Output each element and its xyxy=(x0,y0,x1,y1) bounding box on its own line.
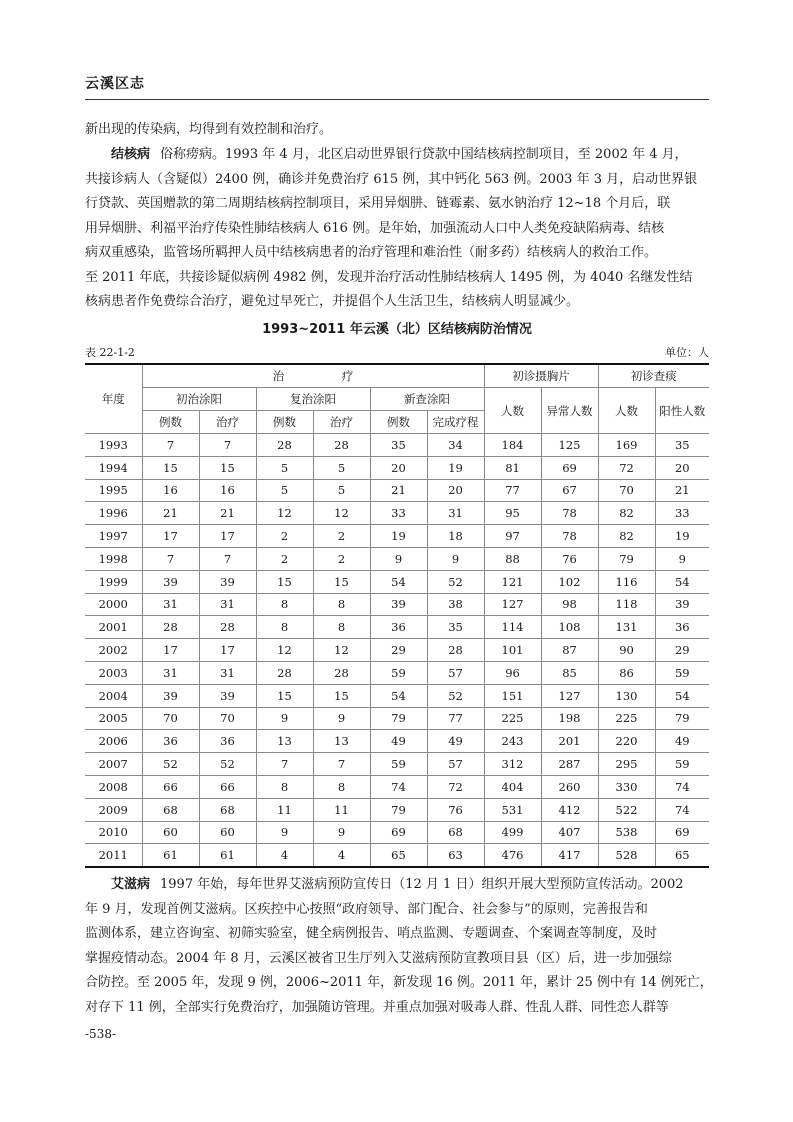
intro-line: 新出现的传染病，均得到有效控制和治疗。 xyxy=(85,122,333,137)
value-cell: 28 xyxy=(142,616,199,639)
table-row xyxy=(85,707,709,730)
value-cell: 12 xyxy=(256,639,313,662)
book-title: 云溪区志 xyxy=(85,76,145,92)
value-cell: 66 xyxy=(199,775,256,798)
value-cell: 9 xyxy=(427,547,484,570)
table-row xyxy=(85,753,709,776)
value-cell: 82 xyxy=(598,502,655,525)
table-row xyxy=(85,479,709,502)
value-cell: 36 xyxy=(655,616,709,639)
value-cell: 31 xyxy=(142,593,199,616)
value-cell: 63 xyxy=(427,844,484,867)
paragraph-line: 年 9 月，发现首例艾滋病。区疾控中心按照“政府领导、部门配合、社会参与”的原则，完善报告和 xyxy=(85,901,648,917)
value-cell: 52 xyxy=(427,570,484,593)
value-cell: 36 xyxy=(370,616,427,639)
value-cell: 77 xyxy=(427,707,484,730)
value-cell: 21 xyxy=(370,479,427,502)
value-cell: 17 xyxy=(199,525,256,548)
header-row-1 xyxy=(85,364,709,388)
header-year: 年度 xyxy=(85,364,142,434)
value-cell: 54 xyxy=(370,570,427,593)
value-cell: 118 xyxy=(598,593,655,616)
value-cell: 59 xyxy=(370,661,427,684)
value-cell: 74 xyxy=(370,775,427,798)
table-row xyxy=(85,639,709,662)
value-cell: 2 xyxy=(256,547,313,570)
value-cell: 499 xyxy=(484,821,541,844)
value-cell: 21 xyxy=(199,502,256,525)
header-cases: 例数 xyxy=(256,411,313,434)
value-cell: 49 xyxy=(427,730,484,753)
value-cell: 36 xyxy=(142,730,199,753)
year-cell: 1996 xyxy=(85,502,142,525)
value-cell: 79 xyxy=(370,798,427,821)
value-cell: 9 xyxy=(256,707,313,730)
header-retreat-positive: 复治涂阳 xyxy=(256,388,370,411)
value-cell: 76 xyxy=(541,547,598,570)
value-cell: 417 xyxy=(541,844,598,867)
value-cell: 68 xyxy=(199,798,256,821)
table-body xyxy=(85,434,709,868)
value-cell: 11 xyxy=(256,798,313,821)
value-cell: 4 xyxy=(256,844,313,867)
value-cell: 19 xyxy=(655,525,709,548)
value-cell: 28 xyxy=(313,434,370,457)
header-sputum: 初诊查痰 xyxy=(598,364,709,388)
value-cell: 8 xyxy=(256,775,313,798)
value-cell: 39 xyxy=(142,684,199,707)
value-cell: 36 xyxy=(199,730,256,753)
year-cell: 1994 xyxy=(85,456,142,479)
value-cell: 59 xyxy=(655,661,709,684)
value-cell: 39 xyxy=(370,593,427,616)
value-cell: 538 xyxy=(598,821,655,844)
value-cell: 28 xyxy=(313,661,370,684)
value-cell: 17 xyxy=(199,639,256,662)
value-cell: 8 xyxy=(313,593,370,616)
value-cell: 9 xyxy=(370,547,427,570)
value-cell: 2 xyxy=(256,525,313,548)
line-text: 1997 年始，每年世界艾滋病预防宣传日（12 月 1 日）组织开展大型预防宣传活动。2002 xyxy=(160,877,684,892)
paragraph-line: 用异烟肼、利福平治疗传染性肺结核病人 616 例。是年始，加强流动人口中人类免疫缺陷病毒、结核 xyxy=(85,220,665,236)
value-cell: 97 xyxy=(484,525,541,548)
value-cell: 7 xyxy=(142,547,199,570)
value-cell: 57 xyxy=(427,753,484,776)
value-cell: 260 xyxy=(541,775,598,798)
value-cell: 4 xyxy=(313,844,370,867)
value-cell: 127 xyxy=(541,684,598,707)
value-cell: 54 xyxy=(655,684,709,707)
value-cell: 69 xyxy=(655,821,709,844)
value-cell: 287 xyxy=(541,753,598,776)
value-cell: 21 xyxy=(655,479,709,502)
page-number: -538- xyxy=(85,1027,117,1041)
value-cell: 31 xyxy=(199,593,256,616)
header-cases: 例数 xyxy=(370,411,427,434)
paragraph-line: 合防控。至 2005 年，发现 9 例，2006~2011 年，新发现 16 例。2011 年，累计 25 例中有 14 例死亡， xyxy=(85,975,713,990)
table-row xyxy=(85,570,709,593)
value-cell: 69 xyxy=(370,821,427,844)
value-cell: 70 xyxy=(199,707,256,730)
value-cell: 76 xyxy=(427,798,484,821)
year-cell: 2002 xyxy=(85,639,142,662)
header-sputum-positive: 阳性人数 xyxy=(655,388,709,434)
year-cell: 1995 xyxy=(85,479,142,502)
value-cell: 74 xyxy=(655,798,709,821)
value-cell: 68 xyxy=(142,798,199,821)
value-cell: 60 xyxy=(199,821,256,844)
value-cell: 20 xyxy=(370,456,427,479)
value-cell: 9 xyxy=(655,547,709,570)
value-cell: 60 xyxy=(142,821,199,844)
header-new-positive: 新查涂阳 xyxy=(370,388,484,411)
table-row xyxy=(85,798,709,821)
paragraph-line: 行贷款、英国赠款的第二周期结核病控制项目，采用异烟肼、链霉素、氨水钠治疗 12~18 个月后，联 xyxy=(85,196,671,211)
table-row xyxy=(85,775,709,798)
value-cell: 79 xyxy=(598,547,655,570)
table-unit: 单位：人 xyxy=(665,346,709,359)
value-cell: 8 xyxy=(313,616,370,639)
value-cell: 127 xyxy=(484,593,541,616)
year-cell: 1999 xyxy=(85,570,142,593)
value-cell: 31 xyxy=(427,502,484,525)
value-cell: 78 xyxy=(541,525,598,548)
value-cell: 66 xyxy=(142,775,199,798)
value-cell: 52 xyxy=(199,753,256,776)
value-cell: 220 xyxy=(598,730,655,753)
value-cell: 29 xyxy=(655,639,709,662)
value-cell: 169 xyxy=(598,434,655,457)
paragraph-line: 共接诊病人（含疑似）2400 例，确诊并免费治疗 615 例，其中钙化 563 例。2003 年 3 月，启动世界银 xyxy=(85,171,698,187)
value-cell: 31 xyxy=(142,661,199,684)
value-cell: 21 xyxy=(142,502,199,525)
value-cell: 7 xyxy=(199,547,256,570)
year-cell: 2008 xyxy=(85,775,142,798)
table-row xyxy=(85,821,709,844)
value-cell: 39 xyxy=(199,684,256,707)
value-cell: 295 xyxy=(598,753,655,776)
value-cell: 7 xyxy=(256,753,313,776)
value-cell: 65 xyxy=(655,844,709,867)
value-cell: 68 xyxy=(427,821,484,844)
value-cell: 121 xyxy=(484,570,541,593)
value-cell: 72 xyxy=(427,775,484,798)
header-xray-people: 人数 xyxy=(484,388,541,434)
value-cell: 79 xyxy=(655,707,709,730)
value-cell: 82 xyxy=(598,525,655,548)
header-completed: 完成疗程 xyxy=(427,411,484,434)
value-cell: 86 xyxy=(598,661,655,684)
value-cell: 54 xyxy=(655,570,709,593)
value-cell: 18 xyxy=(427,525,484,548)
value-cell: 15 xyxy=(313,684,370,707)
value-cell: 39 xyxy=(142,570,199,593)
value-cell: 16 xyxy=(142,479,199,502)
table-row xyxy=(85,502,709,525)
paragraph-line: 监测体系，建立咨询室、初筛实验室，健全病例报告、哨点监测、专题调查、个案调查等制度，及时 xyxy=(85,926,658,941)
line-text: 俗称痨病。1993 年 4 月，北区启动世界银行贷款中国结核病控制项目，至 2002 年 4 月， xyxy=(160,147,688,162)
value-cell: 528 xyxy=(598,844,655,867)
value-cell: 11 xyxy=(313,798,370,821)
table-row xyxy=(85,684,709,707)
value-cell: 49 xyxy=(655,730,709,753)
table-number: 表 22-1-2 xyxy=(85,346,135,359)
header-row-2 xyxy=(85,388,709,411)
value-cell: 243 xyxy=(484,730,541,753)
value-cell: 28 xyxy=(427,639,484,662)
value-cell: 39 xyxy=(655,593,709,616)
table-row xyxy=(85,434,709,457)
tuberculosis-paragraph xyxy=(85,143,709,315)
value-cell: 9 xyxy=(313,707,370,730)
value-cell: 39 xyxy=(199,570,256,593)
value-cell: 13 xyxy=(313,730,370,753)
value-cell: 57 xyxy=(427,661,484,684)
table-title: 1993~2011 年云溪（北）区结核病防治情况 xyxy=(262,322,532,337)
value-cell: 407 xyxy=(541,821,598,844)
header-treatment: 治 疗 xyxy=(142,364,484,388)
value-cell: 38 xyxy=(427,593,484,616)
value-cell: 225 xyxy=(484,707,541,730)
value-cell: 54 xyxy=(370,684,427,707)
value-cell: 114 xyxy=(484,616,541,639)
value-cell: 12 xyxy=(313,502,370,525)
value-cell: 33 xyxy=(370,502,427,525)
value-cell: 116 xyxy=(598,570,655,593)
value-cell: 8 xyxy=(256,593,313,616)
table-row xyxy=(85,525,709,548)
year-cell: 2007 xyxy=(85,753,142,776)
value-cell: 88 xyxy=(484,547,541,570)
value-cell: 225 xyxy=(598,707,655,730)
paragraph-line xyxy=(85,143,709,168)
value-cell: 8 xyxy=(256,616,313,639)
header-initial-positive: 初治涂阳 xyxy=(142,388,256,411)
value-cell: 12 xyxy=(256,502,313,525)
value-cell: 81 xyxy=(484,456,541,479)
value-cell: 85 xyxy=(541,661,598,684)
value-cell: 61 xyxy=(199,844,256,867)
value-cell: 34 xyxy=(427,434,484,457)
value-cell: 108 xyxy=(541,616,598,639)
paragraph-line: 病双重感染，监管场所羁押人员中结核病患者的治疗管理和难治性（耐多药）结核病人的救治工作。 xyxy=(85,245,658,260)
value-cell: 5 xyxy=(256,479,313,502)
year-cell: 1997 xyxy=(85,525,142,548)
value-cell: 20 xyxy=(427,479,484,502)
header-divider xyxy=(85,99,709,100)
table-row xyxy=(85,730,709,753)
value-cell: 98 xyxy=(541,593,598,616)
value-cell: 67 xyxy=(541,479,598,502)
value-cell: 5 xyxy=(313,479,370,502)
value-cell: 95 xyxy=(484,502,541,525)
value-cell: 2 xyxy=(313,547,370,570)
value-cell: 28 xyxy=(256,434,313,457)
value-cell: 19 xyxy=(370,525,427,548)
year-cell: 2010 xyxy=(85,821,142,844)
table-row xyxy=(85,661,709,684)
value-cell: 531 xyxy=(484,798,541,821)
value-cell: 9 xyxy=(256,821,313,844)
value-cell: 522 xyxy=(598,798,655,821)
value-cell: 404 xyxy=(484,775,541,798)
year-cell: 2001 xyxy=(85,616,142,639)
value-cell: 87 xyxy=(541,639,598,662)
header-xray: 初诊摄胸片 xyxy=(484,364,598,388)
year-cell: 2005 xyxy=(85,707,142,730)
value-cell: 130 xyxy=(598,684,655,707)
paragraph-line xyxy=(85,873,709,898)
value-cell: 20 xyxy=(655,456,709,479)
value-cell: 13 xyxy=(256,730,313,753)
value-cell: 15 xyxy=(199,456,256,479)
value-cell: 17 xyxy=(142,525,199,548)
aids-paragraph xyxy=(85,873,713,1020)
value-cell: 35 xyxy=(655,434,709,457)
value-cell: 31 xyxy=(199,661,256,684)
value-cell: 49 xyxy=(370,730,427,753)
section-keyword: 艾滋病 xyxy=(111,877,151,892)
table-row xyxy=(85,456,709,479)
value-cell: 74 xyxy=(655,775,709,798)
value-cell: 17 xyxy=(142,639,199,662)
value-cell: 131 xyxy=(598,616,655,639)
paragraph-line: 掌握疫情动态。2004 年 8 月，云溪区被省卫生厅列入艾滋病预防宣教项目县（区）后，进一步加强综 xyxy=(85,950,672,966)
value-cell: 8 xyxy=(313,775,370,798)
paragraph-line: 核病患者作免费综合治疗，避免过早死亡，并提倡个人生活卫生，结核病人明显减少。 xyxy=(85,294,580,309)
value-cell: 15 xyxy=(256,570,313,593)
year-cell: 2003 xyxy=(85,661,142,684)
value-cell: 79 xyxy=(370,707,427,730)
value-cell: 52 xyxy=(427,684,484,707)
value-cell: 35 xyxy=(370,434,427,457)
value-cell: 102 xyxy=(541,570,598,593)
table-row xyxy=(85,593,709,616)
year-cell: 2011 xyxy=(85,844,142,867)
value-cell: 19 xyxy=(427,456,484,479)
value-cell: 52 xyxy=(142,753,199,776)
value-cell: 72 xyxy=(598,456,655,479)
section-keyword: 结核病 xyxy=(111,147,151,162)
value-cell: 184 xyxy=(484,434,541,457)
value-cell: 7 xyxy=(199,434,256,457)
value-cell: 28 xyxy=(199,616,256,639)
year-cell: 2009 xyxy=(85,798,142,821)
value-cell: 29 xyxy=(370,639,427,662)
value-cell: 151 xyxy=(484,684,541,707)
value-cell: 35 xyxy=(427,616,484,639)
value-cell: 61 xyxy=(142,844,199,867)
year-cell: 2004 xyxy=(85,684,142,707)
value-cell: 90 xyxy=(598,639,655,662)
value-cell: 59 xyxy=(370,753,427,776)
value-cell: 16 xyxy=(199,479,256,502)
value-cell: 125 xyxy=(541,434,598,457)
year-cell: 2006 xyxy=(85,730,142,753)
value-cell: 59 xyxy=(655,753,709,776)
value-cell: 9 xyxy=(313,821,370,844)
value-cell: 412 xyxy=(541,798,598,821)
value-cell: 15 xyxy=(142,456,199,479)
year-cell: 1998 xyxy=(85,547,142,570)
value-cell: 28 xyxy=(256,661,313,684)
value-cell: 70 xyxy=(598,479,655,502)
intro-paragraph xyxy=(85,118,709,143)
value-cell: 65 xyxy=(370,844,427,867)
paragraph-line: 至 2011 年底，共接诊疑似病例 4982 例，发现并治疗活动性肺结核病人 1495 例，为 4040 名继发性结 xyxy=(85,269,693,285)
year-cell: 1993 xyxy=(85,434,142,457)
value-cell: 476 xyxy=(484,844,541,867)
value-cell: 12 xyxy=(313,639,370,662)
value-cell: 96 xyxy=(484,661,541,684)
table-row xyxy=(85,844,709,867)
value-cell: 5 xyxy=(313,456,370,479)
value-cell: 2 xyxy=(313,525,370,548)
value-cell: 77 xyxy=(484,479,541,502)
value-cell: 33 xyxy=(655,502,709,525)
value-cell: 69 xyxy=(541,456,598,479)
value-cell: 70 xyxy=(142,707,199,730)
header-treated: 治疗 xyxy=(199,411,256,434)
value-cell: 78 xyxy=(541,502,598,525)
paragraph-line: 对存下 11 例，全部实行免费治疗，加强随访管理。并重点加强对吸毒人群、性乱人群、同性恋人群等 xyxy=(85,999,669,1015)
value-cell: 330 xyxy=(598,775,655,798)
value-cell: 101 xyxy=(484,639,541,662)
value-cell: 7 xyxy=(313,753,370,776)
header-treated: 治疗 xyxy=(313,411,370,434)
table-row xyxy=(85,547,709,570)
table-row xyxy=(85,616,709,639)
value-cell: 15 xyxy=(313,570,370,593)
value-cell: 198 xyxy=(541,707,598,730)
year-cell: 2000 xyxy=(85,593,142,616)
value-cell: 5 xyxy=(256,456,313,479)
value-cell: 201 xyxy=(541,730,598,753)
header-sputum-people: 人数 xyxy=(598,388,655,434)
value-cell: 7 xyxy=(142,434,199,457)
value-cell: 15 xyxy=(256,684,313,707)
header-cases: 例数 xyxy=(142,411,199,434)
value-cell: 312 xyxy=(484,753,541,776)
header-xray-abnormal: 异常人数 xyxy=(541,388,598,434)
tuberculosis-table xyxy=(85,363,709,868)
